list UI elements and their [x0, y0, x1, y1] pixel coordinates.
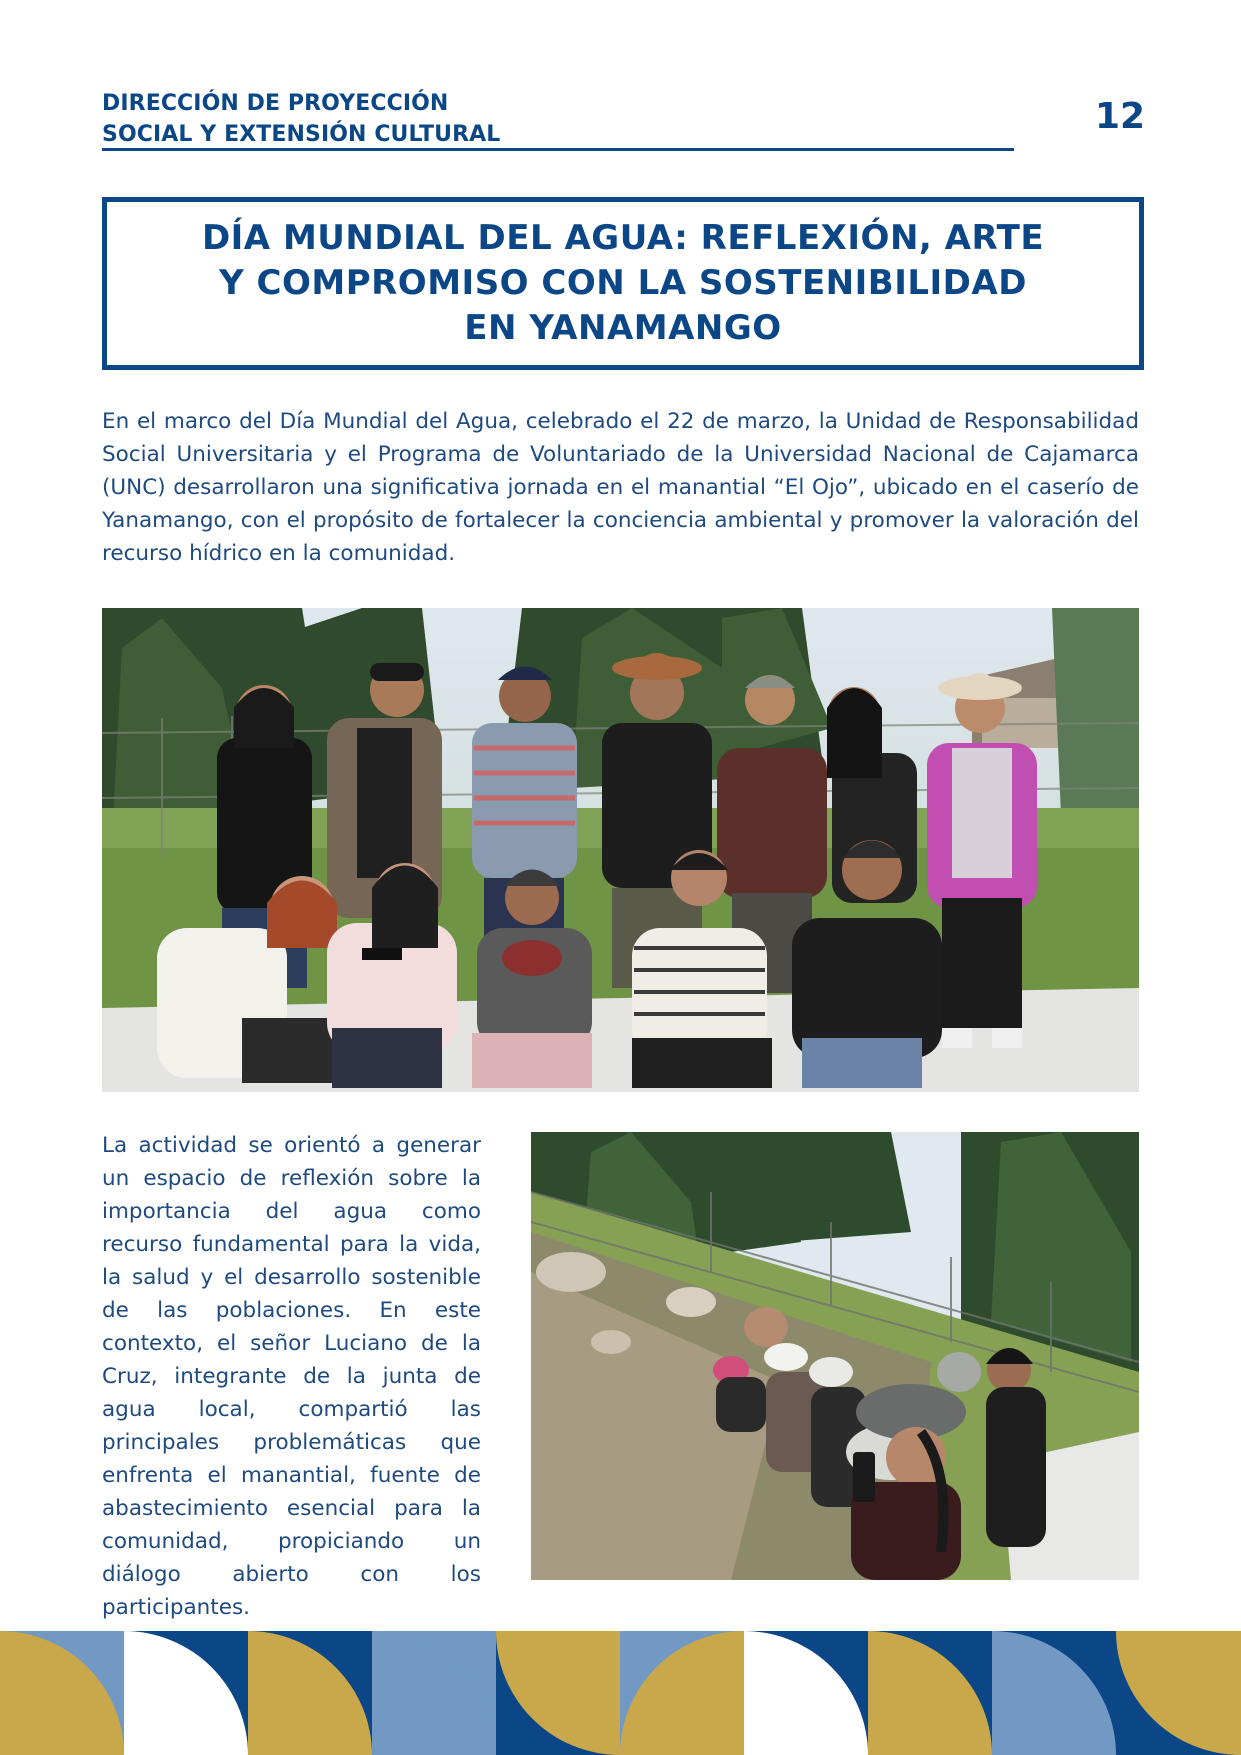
department-line-2: SOCIAL Y EXTENSIÓN CULTURAL [102, 122, 501, 147]
group-photo [102, 608, 1139, 1092]
field-photo [531, 1132, 1139, 1580]
intro-paragraph: En el marco del Día Mundial del Agua, celebrado el 22 de marzo, la Unidad de Responsabilidad Social Universitaria y el Programa de Voluntariado de la Universidad Nacional de Cajamarca (UNC) desarrollaron una significativa jornada en el manantial “El Ojo”, ubicado en el caserío de Yanamango, con el propósito de fortalecer la conciencia ambiental y promover la valoración del recurso hídrico en la comunidad. [102, 409, 1139, 566]
department-line-1: DIRECCIÓN DE PROYECCIÓN [102, 91, 449, 116]
page-number: 12 [1094, 96, 1146, 137]
article-title-box [102, 197, 1144, 370]
body-paragraph: La actividad se orientó a generar un espacio de reflexión sobre la importancia del agua como recurso fundamental para la vida, la salud y el desarrollo sostenible de las poblaciones. En este contexto, el señor Luciano de la Cruz, integrante de la junta de agua local, compartió las principales problemáticas que enfrenta el manantial, fuente de abastecimiento esencial para la comunidad, propiciando un diálogo abierto con los participantes. [102, 1133, 481, 1620]
header-divider [102, 148, 1014, 151]
department-name [102, 88, 500, 150]
footer-decorative-band [0, 1631, 1241, 1755]
article-title: DÍA MUNDIAL DEL AGUA: REFLEXIÓN, ARTE Y COMPROMISO CON LA SOSTENIBILIDAD EN YANAMANGO [201, 218, 1045, 348]
